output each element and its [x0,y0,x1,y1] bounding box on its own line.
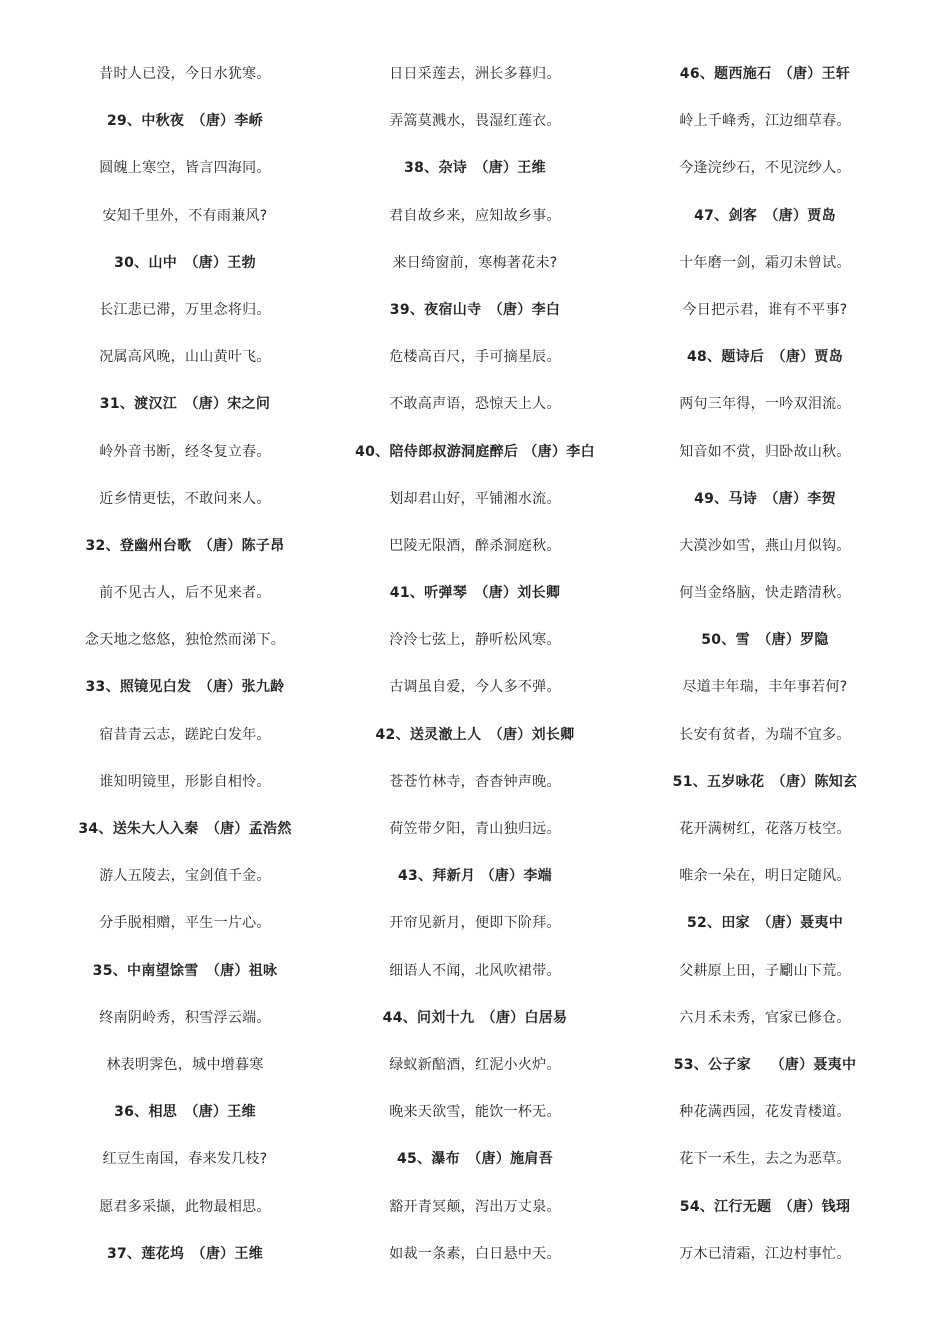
poem-verse: 分手脱相赠，平生一片心。 [99,915,271,932]
poem-verse: 不敢高声语，恐惊天上人。 [389,396,561,413]
poem-verse: 圆魄上寒空，皆言四海同。 [99,160,271,177]
poem-verse: 前不见古人，后不见来者。 [99,585,271,602]
poem-verse: 大漠沙如雪，燕山月似钩。 [679,537,851,554]
poem-verse: 知音如不赏，归卧故山秋。 [679,443,851,460]
poem-verse: 昔时人已没，今日水犹寒。 [99,66,271,82]
poem-title: 29、中秋夜 （唐）李峤 [106,113,264,130]
poem-verse: 开帘见新月，便即下阶拜。 [389,915,561,932]
poem-verse: 六月禾未秀，官家已修仓。 [679,1009,851,1026]
poem-verse: 今逢浣纱石，不见浣纱人。 [679,160,851,177]
poem-verse: 豁开青冥颠，泻出万丈泉。 [389,1198,561,1215]
poem-verse: 尽道丰年瑞，丰年事若何? [682,679,848,696]
poem-title: 47、剑客 （唐）贾岛 [694,207,836,224]
poem-title: 45、瀑布 （唐）施肩吾 [396,1151,554,1168]
poem-title: 52、田家 （唐）聂夷中 [686,915,844,932]
poem-verse: 巴陵无限酒，醉杀洞庭秋。 [389,537,561,554]
poem-verse: 万木已清霜，江边村事忙。 [679,1245,851,1262]
poem-title: 37、莲花坞 （唐）王维 [106,1245,264,1262]
poem-verse: 谁知明镜里，形影自相怜。 [99,773,271,790]
poem-verse: 泠泠七弦上，静听松风寒。 [389,632,561,649]
poem-verse: 来日绮窗前，寒梅著花未? [392,254,558,271]
poem-verse: 红豆生南国，春来发几枝? [102,1151,268,1168]
poem-verse: 两句三年得，一吟双泪流。 [679,396,851,413]
poem-verse: 十年磨一剑，霜刃未曾试。 [679,254,851,271]
poem-title: 33、照镜见白发 （唐）张九龄 [85,679,285,696]
poem-verse: 苍苍竹林寺，杳杳钟声晚。 [389,773,561,790]
poem-verse: 种花满西园，花发青楼道。 [679,1104,851,1121]
poem-title: 46、题西施石 （唐）王轩 [679,66,851,82]
poem-verse: 古调虽自爱，今人多不弹。 [389,679,561,696]
poem-title: 36、相思 （唐）王维 [114,1104,256,1121]
poem-verse: 晚来天欲雪，能饮一杯无。 [389,1104,561,1121]
poem-verse: 何当金络脑，快走踏清秋。 [679,585,851,602]
poem-verse: 游人五陵去，宝剑值千金。 [99,868,271,885]
poem-verse: 弄篙莫溅水，畏湿红莲衣。 [389,113,561,130]
poem-verse: 日日采莲去，洲长多暮归。 [389,66,561,82]
poem-title: 53、公子家 （唐）聂夷中 [673,1056,857,1073]
poem-verse: 君自故乡来，应知故乡事。 [389,207,561,224]
poem-verse: 唯余一朵在，明日定随风。 [679,868,851,885]
poem-title: 51、五岁咏花 （唐）陈知玄 [672,773,858,790]
poem-verse: 安知千里外，不有雨兼风? [102,207,268,224]
column-3 [615,51,915,1278]
poem-title: 49、马诗 （唐）李贺 [694,490,836,507]
poem-verse: 宿昔青云志，蹉跎白发年。 [99,726,271,743]
poem-verse: 长安有贫者，为瑞不宜多。 [679,726,851,743]
poem-verse: 荷笠带夕阳，青山独归远。 [389,821,561,837]
poem-title: 44、问刘十九 （唐）白居易 [382,1009,568,1026]
poem-verse: 念天地之悠悠，独怆然而涕下。 [84,632,286,649]
poem-verse: 岭外音书断，经冬复立春。 [99,443,271,460]
poem-title: 50、雪 （唐）罗隐 [701,632,829,649]
poem-verse: 况属高风晚，山山黄叶飞。 [99,349,271,366]
poem-title: 34、送朱大人入秦 （唐）孟浩然 [78,821,292,837]
poem-title: 32、登幽州台歌 （唐）陈子昂 [85,537,285,554]
poem-verse: 愿君多采撷，此物最相思。 [99,1198,271,1215]
poem-verse: 长江悲已滞，万里念将归。 [99,301,271,318]
poem-verse: 林表明霁色，城中增暮寒 [106,1056,264,1073]
poem-verse: 今日把示君，谁有不平事? [682,301,848,318]
poem-verse: 划却君山好，平铺湘水流。 [389,490,561,507]
column-2 [325,51,625,1278]
poem-verse: 近乡情更怯，不敢问来人。 [99,490,271,507]
poem-title: 30、山中 （唐）王勃 [114,254,256,271]
poem-title: 31、渡汉江 （唐）宋之问 [99,396,271,413]
poem-verse: 如裁一条素，白日悬中天。 [389,1245,561,1262]
poem-title: 40、陪侍郎叔游洞庭醉后 （唐）李白 [355,443,595,460]
poem-title: 43、拜新月 （唐）李端 [398,868,552,885]
poem-verse: 危楼高百尺，手可摘星辰。 [389,349,561,366]
poem-verse: 细语人不闻，北风吹裙带。 [389,962,561,979]
column-1 [35,51,335,1278]
poem-title: 38、杂诗 （唐）王维 [404,160,546,177]
poem-verse: 绿蚁新醅酒，红泥小火炉。 [389,1056,561,1073]
poem-title: 48、题诗后 （唐）贾岛 [686,349,844,366]
poem-verse: 岭上千峰秀，江边细草春。 [679,113,851,130]
poem-verse: 终南阴岭秀，积雪浮云端。 [99,1009,271,1026]
poem-verse: 父耕原上田，子劚山下荒。 [679,962,851,979]
poem-title: 35、中南望馀雪 （唐）祖咏 [92,962,278,979]
poem-title: 54、江行无题 （唐）钱珝 [679,1198,851,1215]
poem-verse: 花下一禾生，去之为恶草。 [679,1151,851,1168]
poem-title: 41、听弹琴 （唐）刘长卿 [389,585,561,602]
poem-verse: 花开满树红，花落万枝空。 [679,821,851,837]
poem-title: 42、送灵澈上人 （唐）刘长卿 [375,726,575,743]
poem-title: 39、夜宿山寺 （唐）李白 [389,301,561,318]
